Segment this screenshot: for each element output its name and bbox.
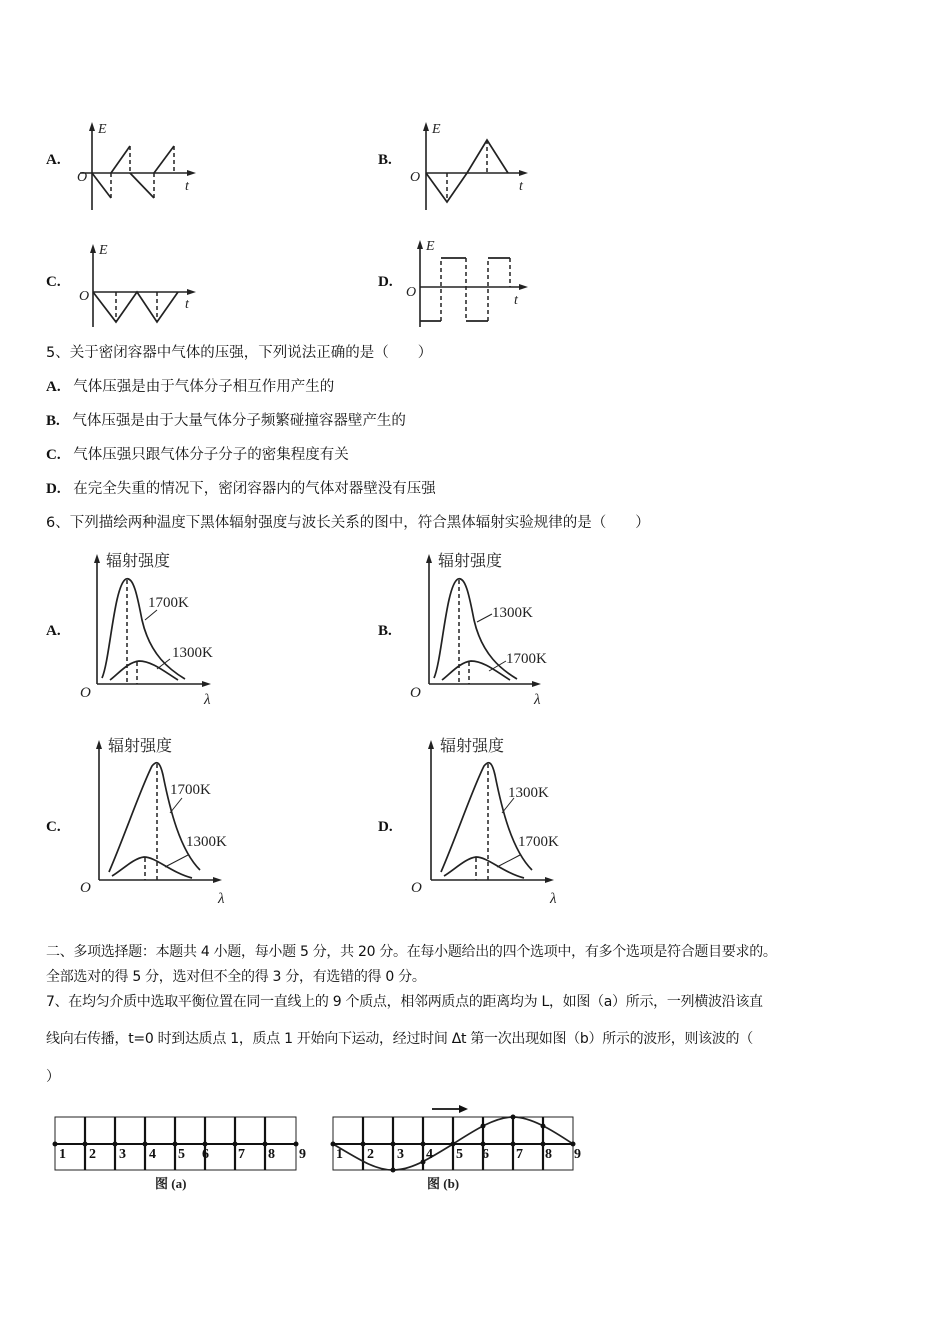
svg-text:辐射强度: 辐射强度 xyxy=(106,551,171,570)
svg-text:辐射强度: 辐射强度 xyxy=(108,736,173,755)
svg-text:O: O xyxy=(77,170,88,185)
svg-text:O: O xyxy=(80,880,91,896)
svg-text:E: E xyxy=(432,122,441,137)
q7-stem-line1: 7、在均匀介质中选取平衡位置在同一直线上的 9 个质点，相邻两质点的距离均为 L，如图（a）所示，一列横波沿该直 xyxy=(46,994,763,1010)
q5-option-c-text: 气体压强只跟气体分子分子的密集程度有关 xyxy=(73,447,349,463)
q5-option-b-text: 气体压强是由于大量气体分子频繁碰撞容器壁产生的 xyxy=(72,413,406,429)
q6-option-b-label: B. xyxy=(378,623,392,639)
svg-text:7: 7 xyxy=(516,1147,523,1162)
svg-text:1700K: 1700K xyxy=(148,595,189,611)
q6-option-d-label: D. xyxy=(378,819,393,835)
svg-text:1300K: 1300K xyxy=(172,645,213,661)
svg-text:O: O xyxy=(410,685,421,701)
svg-text:λ: λ xyxy=(550,891,557,907)
svg-text:1700K: 1700K xyxy=(506,651,547,667)
svg-text:O: O xyxy=(80,685,91,701)
svg-text:2: 2 xyxy=(89,1147,96,1162)
svg-text:λ: λ xyxy=(204,692,211,708)
svg-text:1700K: 1700K xyxy=(518,834,559,850)
svg-text:4: 4 xyxy=(149,1147,156,1162)
svg-text:9: 9 xyxy=(299,1147,306,1162)
svg-text:λ: λ xyxy=(534,692,541,708)
q4-option-a-label: A. xyxy=(46,152,61,168)
q4-option-c-label: C. xyxy=(46,274,61,290)
svg-text:1700K: 1700K xyxy=(170,782,211,798)
q5-option-b-label: B. xyxy=(46,413,60,429)
svg-text:1: 1 xyxy=(336,1147,343,1162)
svg-text:4: 4 xyxy=(426,1147,433,1162)
svg-text:5: 5 xyxy=(178,1147,185,1162)
q5-option-c-label: C. xyxy=(46,447,61,463)
section2-instructions-line1: 二、多项选择题：本题共 4 小题，每小题 5 分，共 20 分。在每小题给出的四个选项中，有多个选项是符合题目要求的。 xyxy=(46,944,777,960)
q7-stem-line2: 线向右传播，t=0 时到达质点 1，质点 1 开始向下运动，经过时间 Δt 第一次出现如图（b）所示的波形，则该波的（ xyxy=(46,1031,753,1047)
q5-option-a-text: 气体压强是由于气体分子相互作用产生的 xyxy=(73,379,335,395)
svg-text:3: 3 xyxy=(119,1147,126,1162)
svg-text:O: O xyxy=(410,170,421,185)
svg-text:1: 1 xyxy=(59,1147,66,1162)
svg-text:6: 6 xyxy=(482,1147,489,1162)
svg-text:O: O xyxy=(79,289,90,304)
svg-text:t: t xyxy=(519,179,523,194)
q6-stem: 6、下列描绘两种温度下黑体辐射强度与波长关系的图中，符合黑体辐射实验规律的是（ ） xyxy=(46,515,650,531)
q5-option-d-text: 在完全失重的情况下，密闭容器内的气体对器壁没有压强 xyxy=(73,481,436,497)
q5-option-a-label: A. xyxy=(46,379,61,395)
svg-text:5: 5 xyxy=(456,1147,463,1162)
svg-text:E: E xyxy=(426,239,435,254)
svg-text:8: 8 xyxy=(268,1147,275,1162)
q5-option-d-label: D. xyxy=(46,481,61,497)
svg-text:1300K: 1300K xyxy=(492,605,533,621)
svg-text:3: 3 xyxy=(397,1147,404,1162)
q7-stem-line3: ） xyxy=(46,1069,60,1085)
svg-text:O: O xyxy=(406,285,417,300)
svg-text:辐射强度: 辐射强度 xyxy=(440,736,505,755)
svg-text:λ: λ xyxy=(218,891,225,907)
q7-figure-b-caption: 图 (b) xyxy=(427,1176,460,1191)
svg-text:9: 9 xyxy=(574,1147,581,1162)
q6-option-c-label: C. xyxy=(46,819,61,835)
q5-stem: 5、关于密闭容器中气体的压强，下列说法正确的是（ ） xyxy=(46,345,433,361)
svg-text:E: E xyxy=(98,122,107,137)
svg-text:1300K: 1300K xyxy=(508,785,549,801)
svg-text:7: 7 xyxy=(238,1147,245,1162)
svg-text:2: 2 xyxy=(367,1147,374,1162)
svg-text:O: O xyxy=(411,880,422,896)
svg-text:E: E xyxy=(99,243,108,258)
svg-text:辐射强度: 辐射强度 xyxy=(438,551,503,570)
svg-text:6: 6 xyxy=(202,1147,209,1162)
q6-option-a-label: A. xyxy=(46,623,61,639)
q4-option-d-label: D. xyxy=(378,274,393,290)
q4-option-b-label: B. xyxy=(378,152,392,168)
svg-text:t: t xyxy=(185,297,189,312)
svg-text:1300K: 1300K xyxy=(186,834,227,850)
svg-text:t: t xyxy=(185,179,189,194)
svg-text:8: 8 xyxy=(545,1147,552,1162)
section2-instructions-line2: 全部选对的得 5 分，选对但不全的得 3 分，有选错的得 0 分。 xyxy=(46,969,426,985)
svg-text:t: t xyxy=(514,293,518,308)
q7-figure-a-caption: 图 (a) xyxy=(155,1176,187,1191)
